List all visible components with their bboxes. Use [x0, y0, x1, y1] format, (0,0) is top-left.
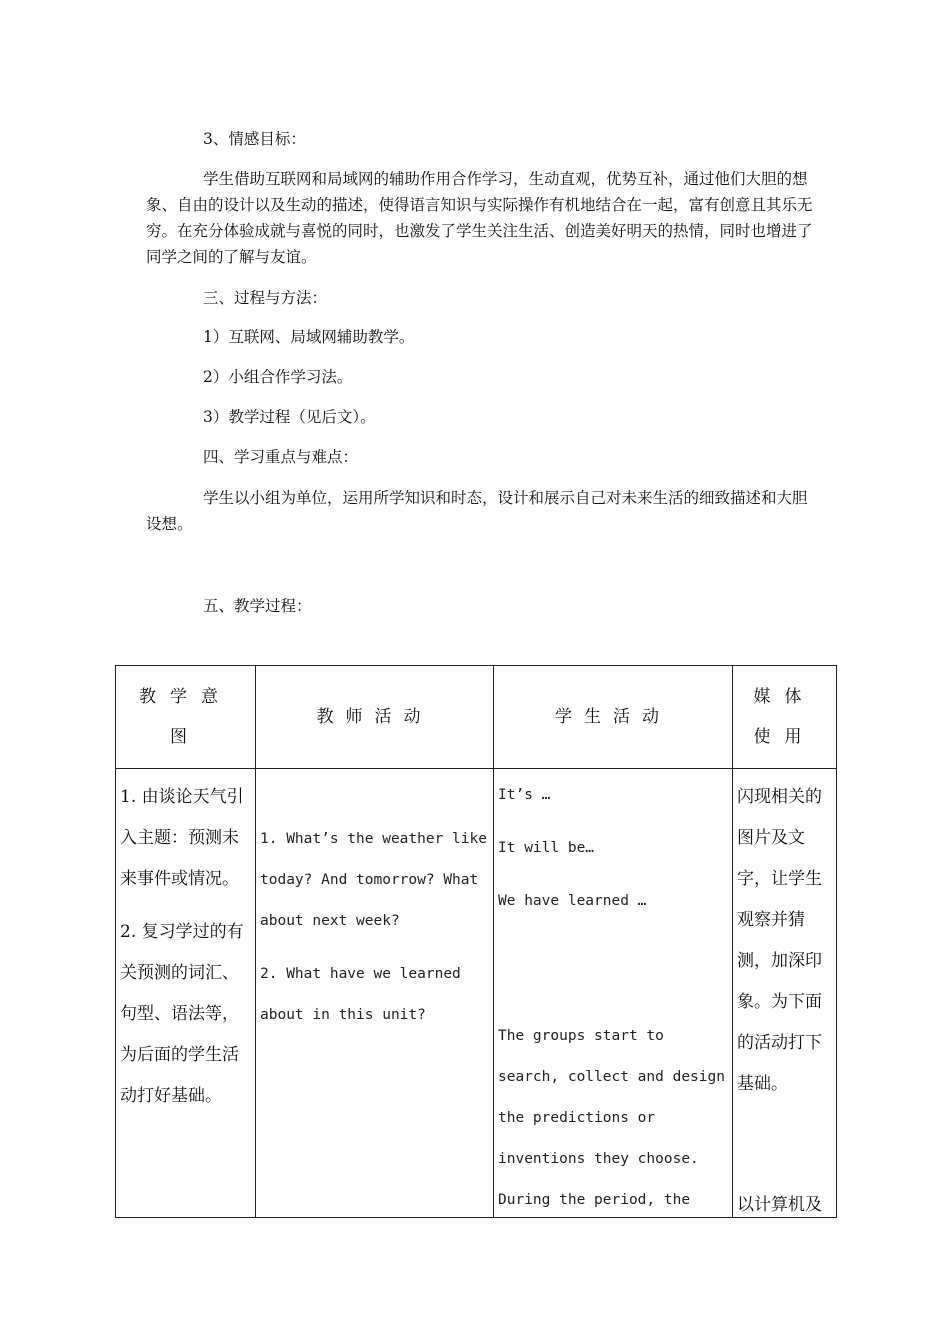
- keypoints-body: 学生以小组为单位，运用所学知识和时态，设计和展示自己对未来生活的细致描述和大胆设想。: [146, 489, 808, 533]
- media-cell: [733, 769, 837, 1218]
- header-media: 媒体使用: [733, 666, 837, 769]
- student-1: It’s …: [498, 787, 551, 803]
- intent-2: 2. 复习学过的有关预测的词汇、句型、语法等，为后面的学生活动打好基础。: [120, 922, 244, 1106]
- process-heading: 三、过程与方法：: [203, 289, 328, 307]
- student-2: It will be…: [498, 840, 595, 856]
- teacher-1: 1. What’s the weather like today? And tomorrow? What about next week?: [260, 831, 487, 929]
- process-item-3: 3）教学过程（见后文）。: [203, 408, 376, 426]
- header-intent: 教学意图: [116, 666, 256, 769]
- media-2: 以计算机及: [737, 1195, 822, 1215]
- table-header-row: [116, 666, 837, 769]
- media-1: 闪现相关的图片及文字，让学生观察并猜测，加深印象。为下面的活动打下基础。: [737, 787, 822, 1094]
- teaching-heading: 五、教学过程：: [203, 597, 312, 615]
- keypoints-heading: 四、学习重点与难点：: [203, 448, 359, 466]
- teacher-2: 2. What have we learned about in this unit?: [260, 966, 461, 1023]
- teaching-process-table: [115, 665, 837, 1218]
- student-cell: [494, 769, 733, 1218]
- teacher-cell: [256, 769, 494, 1218]
- header-student: 学生活动: [494, 666, 733, 769]
- process-item-1: 1）互联网、局域网辅助教学。: [203, 328, 415, 346]
- header-teacher: 教师活动: [256, 666, 494, 769]
- process-item-2: 2）小组合作学习法。: [203, 368, 353, 386]
- section3-heading: 3、情感目标：: [203, 130, 306, 148]
- intent-1: 1. 由谈论天气引入主题：预测未来事件或情况。: [120, 787, 244, 889]
- table-row: [116, 769, 837, 1218]
- section3-body: 学生借助互联网和局域网的辅助作用合作学习，生动直观，优势互补，通过他们大胆的想象、自由的设计以及生动的描述，使得语言知识与实际操作有机地结合在一起，富有创意且其乐无穷。在充分体验成就与喜悦的同时，也激发了学生关注生活、创造美好明天的热情，同时也增进了同学之间的了解与友谊。: [146, 170, 813, 266]
- student-4: The groups start to search, collect and design the predictions or inventions they choose. During the period, the: [498, 1028, 725, 1208]
- student-3: We have learned …: [498, 893, 647, 909]
- intent-cell: [116, 769, 256, 1218]
